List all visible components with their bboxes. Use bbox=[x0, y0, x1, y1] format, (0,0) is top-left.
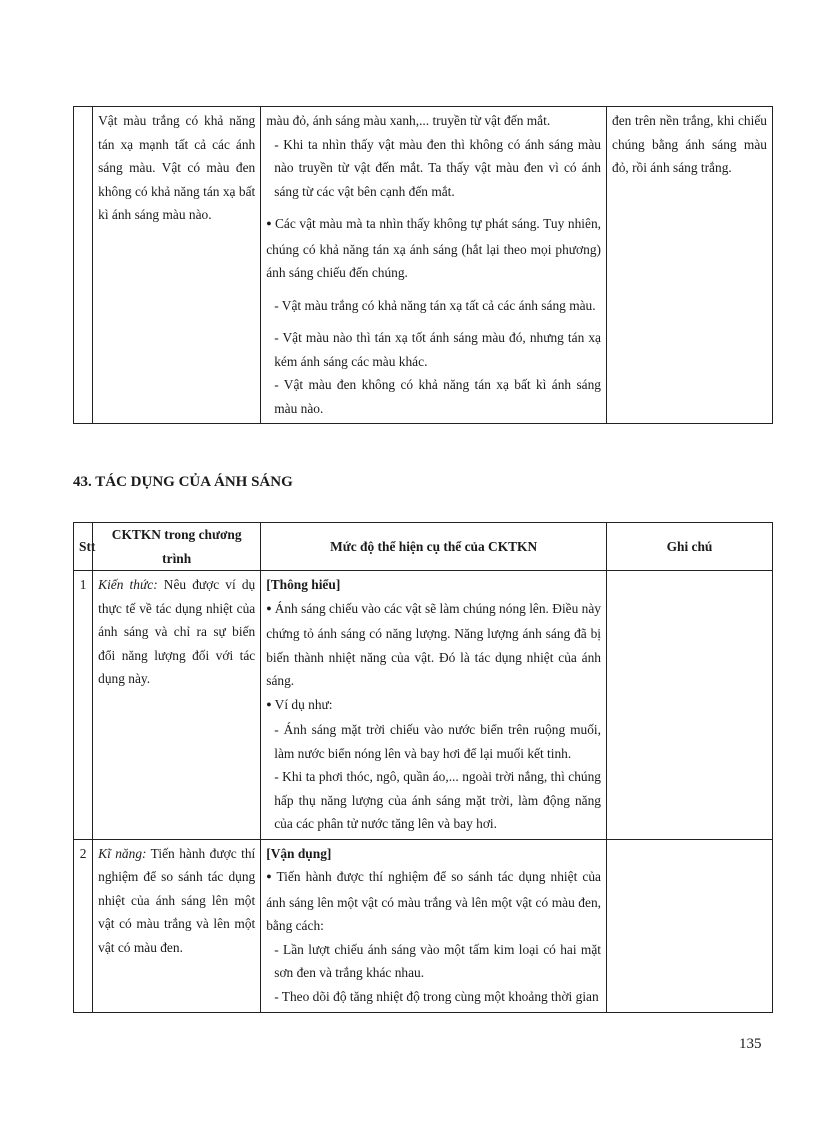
detail-paragraph: màu đỏ, ánh sáng màu xanh,... truyền từ vật đến mắt. bbox=[266, 113, 551, 128]
header-row bbox=[74, 523, 773, 571]
table-row bbox=[74, 571, 773, 840]
cktkn-text: Nêu được ví dụ thực tế về tác dụng nhiệt của ánh sáng và chỉ ra sự biến đổi năng lượng đối với tác dụng này. bbox=[98, 577, 256, 686]
cktkn-text: Tiến hành được thí nghiệm để so sánh tác dụng nhiệt của ánh sáng lên một vật có màu trắng và lên một vật có màu đen. bbox=[98, 845, 256, 955]
level-tag: [Thông hiểu] bbox=[266, 577, 341, 592]
detail-paragraph: - Khi ta phơi thóc, ngô, quần áo,... ngoài trời nắng, thì chúng hấp thụ năng lượng của ánh sáng mặt trời, làm động năng của các phân tử nước tăng lên và bay hơi. bbox=[274, 769, 601, 831]
detail-paragraph: - Ánh sáng mặt trời chiếu vào nước biển trên ruộng muối, làm nước biển nóng lên và bay hơi để lại muối kết tinh. bbox=[274, 722, 601, 761]
detail-cell bbox=[261, 571, 607, 840]
cktkn-table bbox=[73, 522, 773, 1013]
header-detail: Mức độ thể hiện cụ thể của CKTKN bbox=[261, 523, 607, 571]
stt-cell bbox=[74, 107, 93, 424]
header-stt: Stt bbox=[74, 523, 93, 571]
cktkn-cell: Vật màu trắng có khả năng tán xạ mạnh tất cả các ánh sáng màu. Vật có màu đen không có khả năng tán xạ bất kì ánh sáng màu nào. bbox=[93, 107, 261, 424]
detail-paragraph: - Vật màu nào thì tán xạ tốt ánh sáng màu đó, nhưng tán xạ kém ánh sáng các màu khác. bbox=[274, 330, 601, 369]
bullet-icon bbox=[266, 869, 276, 884]
detail-paragraph: Ví dụ như: bbox=[274, 696, 333, 712]
detail-paragraph: Các vật màu mà ta nhìn thấy không tự phát sáng. Tuy nhiên, chúng có khả năng tán xạ ánh sáng (hắt lại theo mọi phương) ánh sáng chiếu đến chúng. bbox=[266, 216, 601, 280]
detail-paragraph: Tiến hành được thí nghiệm để so sánh tác dụng nhiệt của ánh sáng lên một vật có màu trắng và lên một vật có màu đen, bằng cách: bbox=[266, 869, 601, 933]
cktkn-label: Kiến thức: bbox=[98, 577, 158, 592]
table-row bbox=[74, 839, 773, 1012]
note-cell: đen trên nền trắng, khi chiếu chúng bằng ánh sáng màu đỏ, rồi ánh sáng trắng. bbox=[607, 107, 773, 424]
stt-cell: 2 bbox=[74, 839, 93, 1012]
detail-paragraph: - Vật màu trắng có khả năng tán xạ tất cả các ánh sáng màu. bbox=[274, 297, 596, 313]
detail-paragraph: - Lần lượt chiếu ánh sáng vào một tấm kim loại có hai mặt sơn đen và trắng khác nhau. bbox=[274, 941, 601, 980]
header-note: Ghi chú bbox=[607, 523, 773, 571]
detail-paragraph: - Theo dõi độ tăng nhiệt độ trong cùng một khoảng thời gian bbox=[274, 988, 599, 1004]
level-tag: [Vận dụng] bbox=[266, 845, 332, 861]
header-cktkn: CKTKN trong chương trình bbox=[93, 523, 261, 571]
note-cell bbox=[607, 571, 773, 840]
continued-table bbox=[73, 106, 773, 424]
stt-cell: 1 bbox=[74, 571, 93, 840]
detail-paragraph: - Vật màu đen không có khả năng tán xạ bất kì ánh sáng màu nào. bbox=[274, 377, 601, 416]
detail-paragraph: - Khi ta nhìn thấy vật màu đen thì không có ánh sáng màu nào truyền từ vật đến mắt. Ta thấy vật màu đen vì có ánh sáng từ các vật bên cạnh đến mắt. bbox=[274, 136, 601, 199]
cktkn-cell bbox=[93, 571, 261, 840]
note-cell bbox=[607, 839, 773, 1012]
section-title: 43. TÁC DỤNG CỦA ÁNH SÁNG bbox=[73, 474, 293, 490]
detail-paragraph: Ánh sáng chiếu vào các vật sẽ làm chúng nóng lên. Điều này chứng tỏ ánh sáng có năng lượng. Năng lượng ánh sáng đã bị biến thành nhiệt năng của vật. Đó là tác dụng nhiệt của ánh sáng. bbox=[266, 600, 601, 688]
page-number: 135 bbox=[739, 1036, 762, 1052]
cktkn-cell bbox=[93, 839, 261, 1012]
bullet-icon bbox=[266, 601, 274, 616]
detail-cell bbox=[261, 839, 607, 1012]
detail-cell bbox=[261, 107, 607, 424]
bullet-icon bbox=[266, 697, 274, 712]
bullet-icon bbox=[266, 216, 275, 231]
cktkn-label: Kĩ năng: bbox=[98, 845, 147, 861]
table-row bbox=[74, 107, 773, 424]
